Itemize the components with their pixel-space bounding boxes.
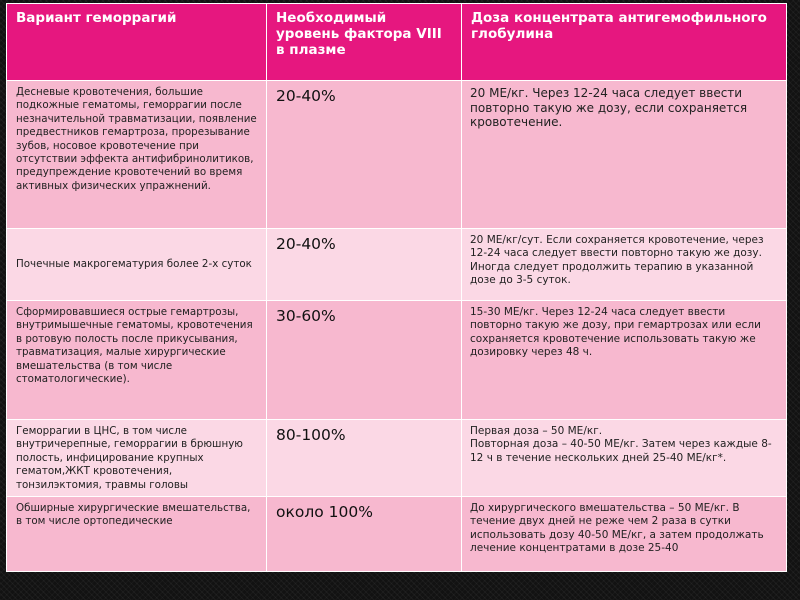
factor-viii-dosing-table: [6, 3, 787, 572]
dose-text: 20 МЕ/кг/сут. Если сохраняется кровотечение, через 12-24 часа следует ввести повторно такую же дозу. Иногда следует продолжить терапию в указанной дозе до 3-5 суток.: [470, 234, 764, 287]
header-variant: Вариант геморрагий: [7, 4, 267, 81]
dose-text: Первая доза – 50 МЕ/кг.: [470, 425, 603, 437]
dose-text: До хирургического вмешательства – 50 МЕ/кг. В течение двух дней не реже чем 2 раза в сутки использовать дозу 40-50 МЕ/кг, а затем продолжать лечение концентратами в дозе 25-40: [470, 502, 764, 555]
dose-text: Повторная доза – 40-50 МЕ/кг. Затем через каждые 8-12 ч в течение нескольких дней 25-40 МЕ/кг*.: [470, 438, 772, 464]
cell-variant: Геморрагии в ЦНС, в том числе внутричерепные, геморрагии в брюшную полость, инфицирование крупных гематом,ЖКТ кровотечения, тонзилэктомия, травмы головы: [7, 420, 267, 497]
table-row: [7, 301, 787, 420]
table-row: [7, 420, 787, 497]
cell-level: около 100%: [267, 497, 462, 572]
table-row: [7, 497, 787, 572]
cell-variant: Сформировавшиеся острые гемартрозы, внутримышечные гематомы, кровотечения в ротовую полость после прикусывания, травматизация, малые хирургические вмешательства (в том числе стоматологические).: [7, 301, 267, 420]
cell-variant: Обширные хирургические вмешательства, в том числе ортопедические: [7, 497, 267, 572]
table-row: [7, 229, 787, 301]
cell-level: 20-40%: [267, 81, 462, 229]
cell-dose: [462, 497, 787, 572]
cell-level: 30-60%: [267, 301, 462, 420]
cell-variant: Десневые кровотечения, большие подкожные гематомы, геморрагии после незначительной травматизации, появление предвестников гемартроза, прорезывание зубов, носовое кровотечение при отсутствии эффекта антифибринолитиков, предупреждение кровотечений во время активных физических упражнений.: [7, 81, 267, 229]
cell-dose: [462, 81, 787, 229]
cell-dose: [462, 301, 787, 420]
header-factor-level: Необходимый уровень фактора VIII в плазме: [267, 4, 462, 81]
cell-level: 80-100%: [267, 420, 462, 497]
cell-dose: [462, 420, 787, 497]
dose-text: 20 МЕ/кг. Через 12-24 часа следует ввести повторно такую же дозу, если сохраняется кровотечение.: [470, 86, 748, 130]
table-header-row: [7, 4, 787, 81]
cell-variant: Почечные макрогематурия более 2-х суток: [7, 229, 267, 301]
header-dose: Доза концентрата антигемофильного глобулина: [462, 4, 787, 81]
cell-dose: [462, 229, 787, 301]
cell-level: 20-40%: [267, 229, 462, 301]
table-row: [7, 81, 787, 229]
dose-text: 15-30 МЕ/кг. Через 12-24 часа следует ввести повторно такую же дозу, при гемартрозах или если сохраняется кровотечение использовать такую же дозировку через 48 ч.: [470, 306, 761, 359]
